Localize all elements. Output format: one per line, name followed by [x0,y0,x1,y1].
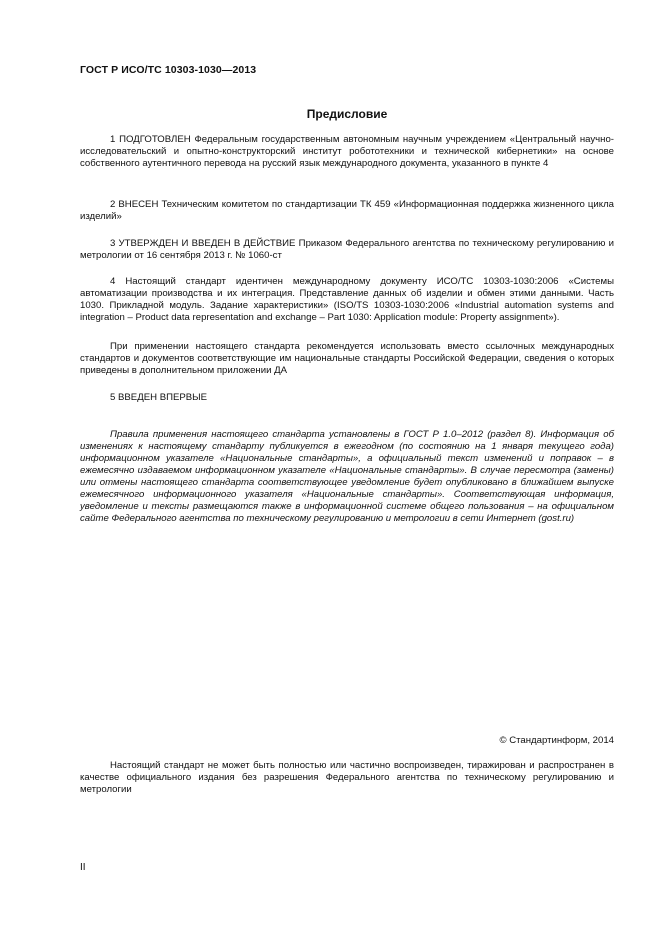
paragraph-reference-usage: При применении настоящего стандарта рекомендуется использовать вместо ссылочных международных стандартов и документов соответствующие им национальные стандарты Российской Федерации, сведения о которых приведены в дополнительном приложении ДА [80,341,614,376]
copyright-notice: © Стандартинформ, 2014 [499,735,614,746]
paragraph-identical-standard: 4 Настоящий стандарт идентичен международному документу ИСО/ТС 10303-1030:2006 «Системы автоматизации производства и их интеграция. Представление данных об изделии и обмен этими данными. Часть 1030. Прикладной модуль. Задание характеристики» (ISO/TS 10303-1030:2006 «Industrial automation systems and integration – Product data representation and exchange – Part 1030: Application module: Property assignment»). [80,276,614,323]
page-title: Предисловие [306,107,388,121]
document-header: ГОСТ Р ИСО/ТС 10303-1030—2013 [80,64,257,76]
paragraph-introduced-by: 2 ВНЕСЕН Техническим комитетом по стандартизации ТК 459 «Информационная поддержка жизненного цикла изделий» [80,199,614,222]
paragraph-reproduction-notice: Настоящий стандарт не может быть полностью или частично воспроизведен, тиражирован и распространен в качестве официального издания без разрешения Федерального агентства по техническому регулированию и метрологии [80,760,614,795]
paragraph-approved: 3 УТВЕРЖДЕН И ВВЕДЕН В ДЕЙСТВИЕ Приказом Федерального агентства по техническому регулированию и метрологии от 16 сентября 2013 г. № 1060-ст [80,238,614,261]
paragraph-application-rules: Правила применения настоящего стандарта установлены в ГОСТ Р 1.0–2012 (раздел 8). Информация об изменениях к настоящему стандарту публикуется в ежегодном (по состоянию на 1 января текущего года) информационном указателе «Национальные стандарты», а официальный текст изменений и поправок – в ежемесячно издаваемом информационном указателе «Национальные стандарты». В случае пересмотра (замены) или отмены настоящего стандарта соответствующее уведомление будет опубликовано в ближайшем выпуске ежемесячного информационного указателя «Национальные стандарты». Соответствующая информация, уведомление и тексты размещаются также в информационной системе общего пользования – на официальном сайте Федерального агентства по техническому регулированию и метрологии в сети Интернет (gost.ru) [80,429,614,524]
paragraph-prepared-by: 1 ПОДГОТОВЛЕН Федеральным государственным автономным научным учреждением «Центральный научно-исследовательский и опытно-конструкторский институт робототехники и технической кибернетики» на основе собственного аутентичного перевода на русский язык международного документа, указанного в пункте 4 [80,134,614,169]
page-number: II [80,862,86,873]
paragraph-first-introduced: 5 ВВЕДЕН ВПЕРВЫЕ [110,392,208,403]
